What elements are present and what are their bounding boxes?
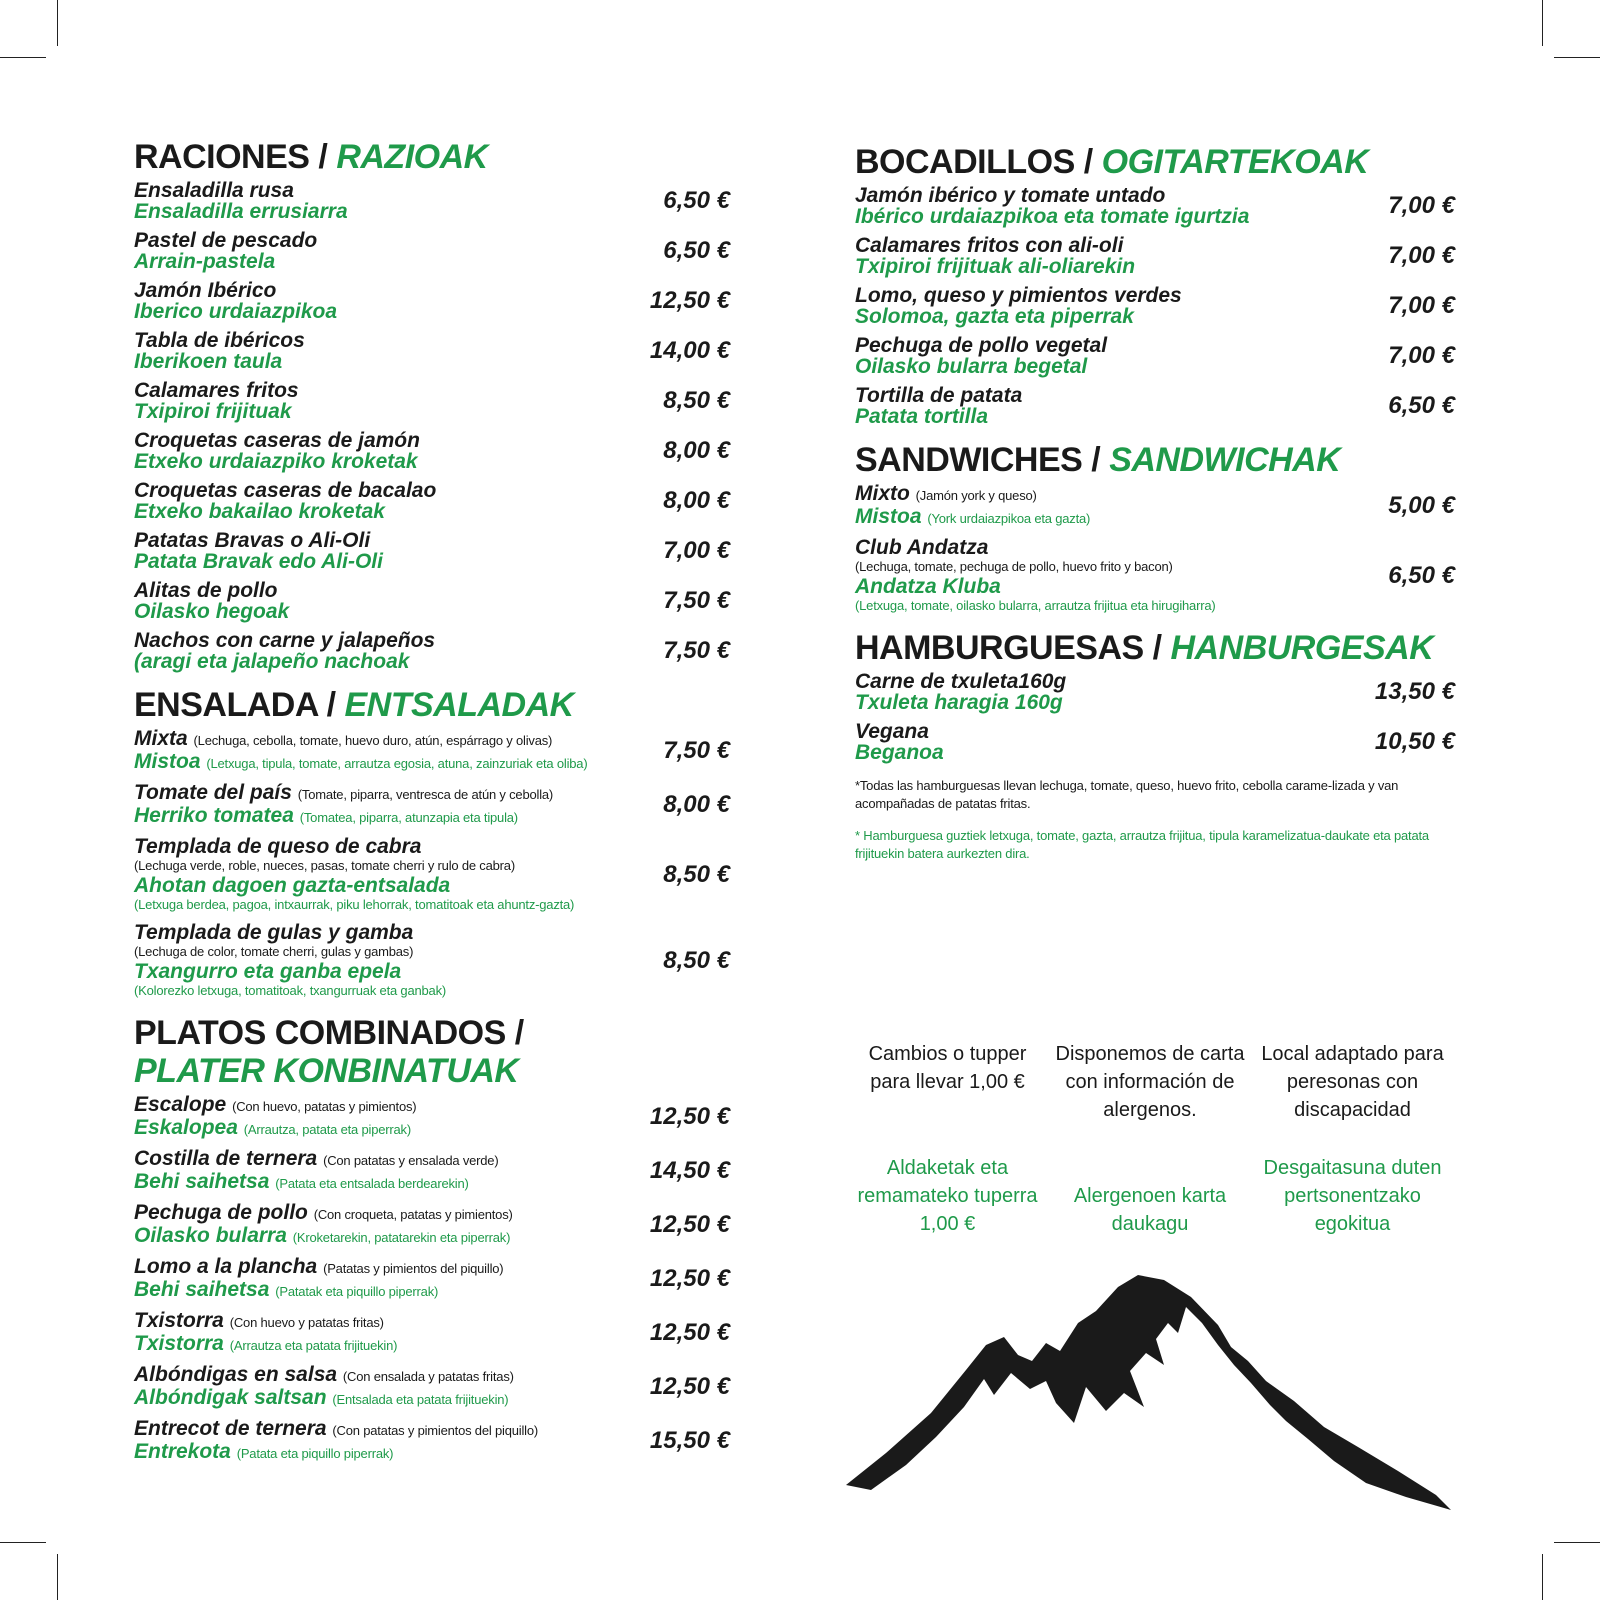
item-name-es-text: Alitas de pollo: [134, 579, 278, 602]
item-price: 7,00 €: [1388, 342, 1455, 369]
item-name-eu-text: Mistoa: [134, 750, 201, 773]
item-name-eu: [134, 651, 600, 672]
menu-column-left: [134, 138, 730, 1478]
section-bocadillos: [855, 143, 1455, 427]
item-name-es-text: Templada de queso de cabra: [134, 835, 422, 858]
info-accessibility-es: Local adaptado para peresonas con discapacidad: [1261, 1043, 1444, 1121]
item-name-es: [134, 230, 600, 251]
item-name-es: [134, 180, 600, 201]
menu-item: [134, 180, 730, 222]
item-name-es: [134, 1310, 600, 1333]
item-price: 12,50 €: [649, 1211, 730, 1238]
item-name-eu-text: Etxeko urdaiazpiko kroketak: [134, 450, 418, 473]
item-name-es-text: Croquetas caseras de bacalao: [134, 479, 437, 502]
item-name-es: [855, 385, 1325, 406]
item-name-eu-text: Andatza Kluba: [855, 575, 1001, 598]
item-price: 7,00 €: [1388, 192, 1455, 219]
item-name-eu-note: (Arrautza, patata eta piperrak): [243, 1122, 411, 1137]
section-title-eu: SANDWICHAK: [1109, 441, 1341, 479]
item-name-eu-note: (Patata eta entsalada berdearekin): [275, 1176, 469, 1191]
item-name-eu-text: Solomoa, gazta eta piperrak: [855, 305, 1134, 328]
section-title: [134, 686, 730, 724]
item-desc-es: (Lechuga de color, tomate cherri, gulas y gambas): [134, 944, 414, 959]
menu-item: [134, 380, 730, 422]
item-price: 12,50 €: [649, 1265, 730, 1292]
item-desc-es: (Lechuga verde, roble, nueces, pasas, tomate cherri y rulo de cabra): [134, 858, 515, 873]
section-title-eu: ENTSALADAK: [344, 686, 574, 724]
item-name-eu-text: Iberikoen taula: [134, 350, 283, 373]
menu-item: [855, 671, 1455, 713]
item-name-eu: [134, 1279, 600, 1302]
item-name-es-note: (Con huevo y patatas fritas): [229, 1315, 384, 1330]
item-price: 6,50 €: [1388, 392, 1455, 419]
item-name-es-note: (Jamón york y queso): [915, 488, 1037, 503]
item-name-es-note: (Con ensalada y patatas fritas): [342, 1369, 514, 1384]
item-name-eu-text: Entrekota: [134, 1440, 231, 1463]
menu-item: [855, 285, 1455, 327]
menu-item: [134, 580, 730, 622]
item-price: 6,50 €: [1388, 562, 1455, 589]
item-desc-eu: (Letxuga berdea, pagoa, intxaurrak, piku lehorrak, tomatitoak eta ahuntz-gazta): [134, 897, 575, 912]
item-name-eu: [134, 301, 600, 322]
item-name-es: [134, 380, 600, 401]
menu-item: [855, 235, 1455, 277]
item-name-es-text: Pastel de pescado: [134, 229, 318, 252]
section-hamburguesas: [855, 629, 1455, 863]
menu-column-right: [855, 143, 1455, 877]
item-name-eu: [855, 742, 1325, 763]
menu-item: [134, 630, 730, 672]
item-name-es-text: Patatas Bravas o Ali-Oli: [134, 529, 371, 552]
item-name-eu: [134, 451, 600, 472]
item-name-eu: [134, 1225, 600, 1248]
menu-item: [855, 721, 1455, 763]
item-desc-eu: (Letxuga, tomate, oilasko bularra, arrautza frijitua eta hirugiharra): [855, 598, 1216, 613]
section-title-eu: HANBURGESAK: [1170, 629, 1434, 667]
item-name-eu: [134, 351, 600, 372]
item-name-eu: [134, 751, 600, 774]
info-row-es: [850, 1040, 1450, 1124]
item-name-es-note: (Con patatas y pimientos del piquillo): [332, 1423, 538, 1438]
item-name-es: [855, 235, 1325, 256]
item-price: 13,50 €: [1374, 678, 1455, 705]
item-name-eu-text: Oilasko bularra begetal: [855, 355, 1088, 378]
item-name-eu-text: Iberico urdaiazpikoa: [134, 300, 338, 323]
section-raciones: [134, 138, 730, 672]
item-name-es: [855, 285, 1325, 306]
item-name-es-text: Lomo, queso y pimientos verdes: [855, 284, 1182, 307]
section-title-es: HAMBURGUESAS /: [855, 629, 1162, 667]
item-price: 8,00 €: [663, 487, 730, 514]
menu-item: [134, 330, 730, 372]
section-title-es: RACIONES /: [134, 138, 328, 176]
info-allergens-es: Disponemos de carta con información de alergenos.: [1055, 1043, 1245, 1121]
item-name-eu-text: (aragi eta jalapeño nachoak: [134, 650, 410, 673]
item-name-eu: [855, 692, 1325, 713]
info-takeaway-eu: Aldaketak eta remamateko tuperra 1,00 €: [857, 1157, 1038, 1235]
footnote-es: *Todas las hamburguesas llevan lechuga, tomate, queso, huevo frito, cebolla carame-lizada y van acompañadas de patatas fritas.: [855, 778, 1399, 811]
item-name-eu-note: (Entsalada eta patata frijituekin): [332, 1392, 509, 1407]
item-name-es-text: Txistorra: [134, 1309, 224, 1332]
section-title-es: SANDWICHES /: [855, 441, 1101, 479]
item-desc-eu: (Kolorezko letxuga, tomatitoak, txangurruak eta ganbak): [134, 983, 447, 998]
section-ensalada: [134, 686, 730, 1000]
item-name-eu: [134, 501, 600, 522]
item-name-eu: [855, 256, 1325, 277]
item-name-eu: [855, 306, 1325, 327]
item-name-es-note: (Tomate, piparra, ventresca de atún y cebolla): [297, 787, 554, 802]
item-name-eu-text: Oilasko hegoak: [134, 600, 290, 623]
menu-item: [855, 483, 1455, 529]
item-name-eu: [855, 356, 1325, 377]
item-name-es: [134, 330, 600, 351]
item-name-es: [134, 1418, 600, 1441]
section-platos: [134, 1014, 730, 1464]
item-name-es: [134, 430, 600, 451]
item-name-eu-note: (Kroketarekin, patatarekin eta piperrak): [292, 1230, 511, 1245]
item-name-eu-text: Patata tortilla: [855, 405, 989, 428]
item-name-eu: [134, 1117, 600, 1140]
item-price: 5,00 €: [1388, 492, 1455, 519]
mountain-silhouette-icon: [846, 1275, 1456, 1510]
item-name-eu-text: Beganoa: [855, 741, 944, 764]
item-name-eu: [134, 1333, 600, 1356]
menu-item: [134, 280, 730, 322]
menu-item: [134, 922, 730, 1000]
menu-item: [134, 430, 730, 472]
item-price: 8,50 €: [663, 947, 730, 974]
item-name-es-text: Lomo a la plancha: [134, 1255, 318, 1278]
item-price: 12,50 €: [649, 1103, 730, 1130]
info-panel: [850, 1040, 1450, 1238]
section-title-es: BOCADILLOS /: [855, 143, 1093, 181]
item-name-eu-text: Ibérico urdaiazpikoa eta tomate igurtzia: [855, 205, 1250, 228]
menu-item: [134, 480, 730, 522]
item-price: 7,00 €: [663, 537, 730, 564]
item-name-es-text: Carne de txuleta160g: [855, 670, 1067, 693]
item-name-es: [134, 280, 600, 301]
item-name-es-text: Ensaladilla rusa: [134, 179, 294, 202]
info-allergens-eu: Alergenoen karta daukagu: [1073, 1185, 1227, 1235]
item-name-eu-note: (Letxuga, tipula, tomate, arrautza egosia, atuna, zainzuriak eta oliba): [206, 756, 588, 771]
item-name-es: [855, 537, 1325, 558]
item-name-es-text: Mixta: [134, 727, 188, 750]
menu-item: [134, 728, 730, 774]
item-name-eu-note: (Patata eta piquillo piperrak): [236, 1446, 394, 1461]
item-name-es-text: Jamón ibérico y tomate untado: [855, 184, 1166, 207]
item-name-eu-note: (York urdaiazpikoa eta gazta): [927, 511, 1091, 526]
section-title-es: ENSALADA /: [134, 686, 336, 724]
item-name-es: [134, 630, 600, 651]
section-title-eu: RAZIOAK: [336, 138, 488, 176]
item-name-eu-text: Patata Bravak edo Ali-Oli: [134, 550, 383, 573]
item-name-es: [134, 1364, 600, 1387]
item-name-eu-text: Txipiroi frijituak ali-oliarekin: [855, 255, 1136, 278]
item-name-es: [134, 1094, 600, 1117]
item-name-eu: [134, 875, 600, 896]
item-price: 7,50 €: [663, 637, 730, 664]
item-name-es: [855, 483, 1325, 506]
menu-item: [134, 836, 730, 914]
item-name-es-text: Entrecot de ternera: [134, 1417, 327, 1440]
item-name-eu-text: Behi saihetsa: [134, 1170, 270, 1193]
item-price: 7,00 €: [1388, 242, 1455, 269]
item-name-es: [134, 1256, 600, 1279]
menu-item: [134, 782, 730, 828]
item-name-eu: [855, 576, 1325, 597]
item-name-es: [134, 1148, 600, 1171]
menu-item: [134, 1256, 730, 1302]
section-title-es: PLATOS COMBINADOS /: [134, 1014, 524, 1052]
item-name-es-text: Croquetas caseras de jamón: [134, 429, 420, 452]
item-price: 7,50 €: [663, 737, 730, 764]
item-name-eu-text: Mistoa: [855, 505, 922, 528]
item-name-es: [134, 530, 600, 551]
item-name-eu-text: Herriko tomatea: [134, 804, 294, 827]
item-name-es-text: Pechuga de pollo: [134, 1201, 308, 1224]
item-name-eu: [855, 506, 1325, 529]
item-name-eu: [134, 551, 600, 572]
item-name-eu: [134, 601, 600, 622]
section-sandwiches: [855, 441, 1455, 615]
crop-mark: [1542, 0, 1543, 46]
menu-item: [134, 230, 730, 272]
item-name-es: [134, 782, 600, 805]
item-name-es-text: Escalope: [134, 1093, 227, 1116]
item-price: 12,50 €: [649, 1319, 730, 1346]
item-name-es-text: Nachos con carne y jalapeños: [134, 629, 436, 652]
item-name-es-note: (Lechuga, cebolla, tomate, huevo duro, atún, espárrago y olivas): [193, 733, 553, 748]
item-price: 12,50 €: [649, 287, 730, 314]
item-name-eu-text: Txipiroi frijituak: [134, 400, 292, 423]
item-name-eu-text: Txuleta haragia 160g: [855, 691, 1063, 714]
item-name-eu-text: Ahotan dagoen gazta-entsalada: [134, 874, 451, 897]
item-name-es: [855, 721, 1325, 742]
item-name-eu: [134, 1387, 600, 1410]
menu-item: [134, 1148, 730, 1194]
item-name-es: [855, 335, 1325, 356]
item-price: 8,50 €: [663, 387, 730, 414]
menu-item: [855, 385, 1455, 427]
item-name-es-text: Tabla de ibéricos: [134, 329, 305, 352]
item-name-es-note: (Con croqueta, patatas y pimientos): [313, 1207, 513, 1222]
item-name-eu: [855, 206, 1325, 227]
item-name-es-note: (Con huevo, patatas y pimientos): [232, 1099, 417, 1114]
item-name-es: [134, 580, 600, 601]
item-name-eu: [134, 1441, 600, 1464]
crop-mark: [57, 1554, 58, 1600]
item-price: 10,50 €: [1374, 728, 1455, 755]
item-name-eu-text: Arrain-pastela: [134, 250, 276, 273]
info-accessibility-eu: Desgaitasuna duten pertsonentzako egokitua: [1263, 1157, 1442, 1235]
crop-mark: [57, 0, 58, 46]
section-title: [855, 441, 1455, 479]
section-title-eu: OGITARTEKOAK: [1101, 143, 1369, 181]
section-title: [855, 629, 1455, 667]
item-name-eu-text: Eskalopea: [134, 1116, 238, 1139]
item-name-es: [855, 185, 1325, 206]
item-price: 14,50 €: [649, 1157, 730, 1184]
item-name-es-text: Tomate del país: [134, 781, 292, 804]
menu-item: [134, 1094, 730, 1140]
item-price: 15,50 €: [649, 1427, 730, 1454]
item-name-eu: [134, 251, 600, 272]
item-name-eu: [855, 406, 1325, 427]
menu-item: [134, 1418, 730, 1464]
item-name-eu-note: (Patatak eta piquillo piperrak): [275, 1284, 439, 1299]
item-name-es-text: Calamares fritos: [134, 379, 299, 402]
item-name-es-text: Club Andatza: [855, 536, 989, 559]
menu-item: [134, 530, 730, 572]
section-title: [855, 143, 1455, 181]
menu-item: [134, 1202, 730, 1248]
item-name-eu: [134, 805, 600, 828]
item-price: 6,50 €: [663, 187, 730, 214]
item-name-es: [134, 728, 600, 751]
section-title: [134, 1014, 730, 1090]
crop-mark: [0, 1542, 46, 1543]
item-name-es-text: Pechuga de pollo vegetal: [855, 334, 1108, 357]
item-name-eu-note: (Arrautza eta patata frijituekin): [229, 1338, 398, 1353]
item-price: 6,50 €: [663, 237, 730, 264]
item-name-es: [134, 480, 600, 501]
item-name-es-text: Tortilla de patata: [855, 384, 1023, 407]
item-name-es-note: (Patatas y pimientos del piquillo): [323, 1261, 504, 1276]
crop-mark: [0, 57, 46, 58]
item-name-es-text: Albóndigas en salsa: [134, 1363, 338, 1386]
item-price: 7,00 €: [1388, 292, 1455, 319]
item-name-eu-text: Txistorra: [134, 1332, 224, 1355]
menu-item: [855, 185, 1455, 227]
item-name-eu-text: Txangurro eta ganba epela: [134, 960, 402, 983]
item-name-es-text: Templada de gulas y gamba: [134, 921, 414, 944]
item-name-eu-text: Ensaladilla errusiarra: [134, 200, 348, 223]
item-name-eu: [134, 1171, 600, 1194]
item-name-eu: [134, 401, 600, 422]
menu-item: [134, 1310, 730, 1356]
item-name-eu-text: Albóndigak saltsan: [134, 1386, 327, 1409]
item-name-eu-text: Etxeko bakailao kroketak: [134, 500, 385, 523]
item-name-eu-note: (Tomatea, piparra, atunzapia eta tipula): [299, 810, 518, 825]
item-name-eu-text: Behi saihetsa: [134, 1278, 270, 1301]
item-name-es: [855, 671, 1325, 692]
item-name-es: [134, 922, 600, 943]
item-price: 14,00 €: [649, 337, 730, 364]
crop-mark: [1554, 1542, 1600, 1543]
item-price: 8,50 €: [663, 861, 730, 888]
item-price: 12,50 €: [649, 1373, 730, 1400]
item-name-es-text: Mixto: [855, 482, 910, 505]
menu-item: [134, 1364, 730, 1410]
info-row-eu: [850, 1154, 1450, 1238]
item-name-es: [134, 836, 600, 857]
section-title: [134, 138, 730, 176]
item-name-eu: [134, 961, 600, 982]
item-name-eu: [134, 201, 600, 222]
menu-item: [855, 335, 1455, 377]
item-name-es: [134, 1202, 600, 1225]
item-name-eu-text: Oilasko bularra: [134, 1224, 287, 1247]
item-desc-es: (Lechuga, tomate, pechuga de pollo, huevo frito y bacon): [855, 559, 1173, 574]
footnote-eu: * Hamburguesa guztiek letxuga, tomate, gazta, arrautza frijitua, tipula karamelizatua-daukate eta patata frijituekin batera aurkezten dira.: [855, 828, 1429, 861]
item-name-es-text: Vegana: [855, 720, 929, 743]
section-title-eu: PLATER KONBINATUAK: [134, 1052, 519, 1090]
item-name-es-text: Jamón Ibérico: [134, 279, 277, 302]
crop-mark: [1554, 57, 1600, 58]
menu-item: [855, 537, 1455, 615]
item-price: 8,00 €: [663, 437, 730, 464]
crop-mark: [1542, 1554, 1543, 1600]
item-name-es-note: (Con patatas y ensalada verde): [323, 1153, 499, 1168]
item-name-es-text: Calamares fritos con ali-oli: [855, 234, 1124, 257]
item-name-es-text: Costilla de ternera: [134, 1147, 318, 1170]
item-price: 7,50 €: [663, 587, 730, 614]
item-price: 8,00 €: [663, 791, 730, 818]
info-takeaway-es: Cambios o tupper para llevar 1,00 €: [868, 1043, 1027, 1093]
